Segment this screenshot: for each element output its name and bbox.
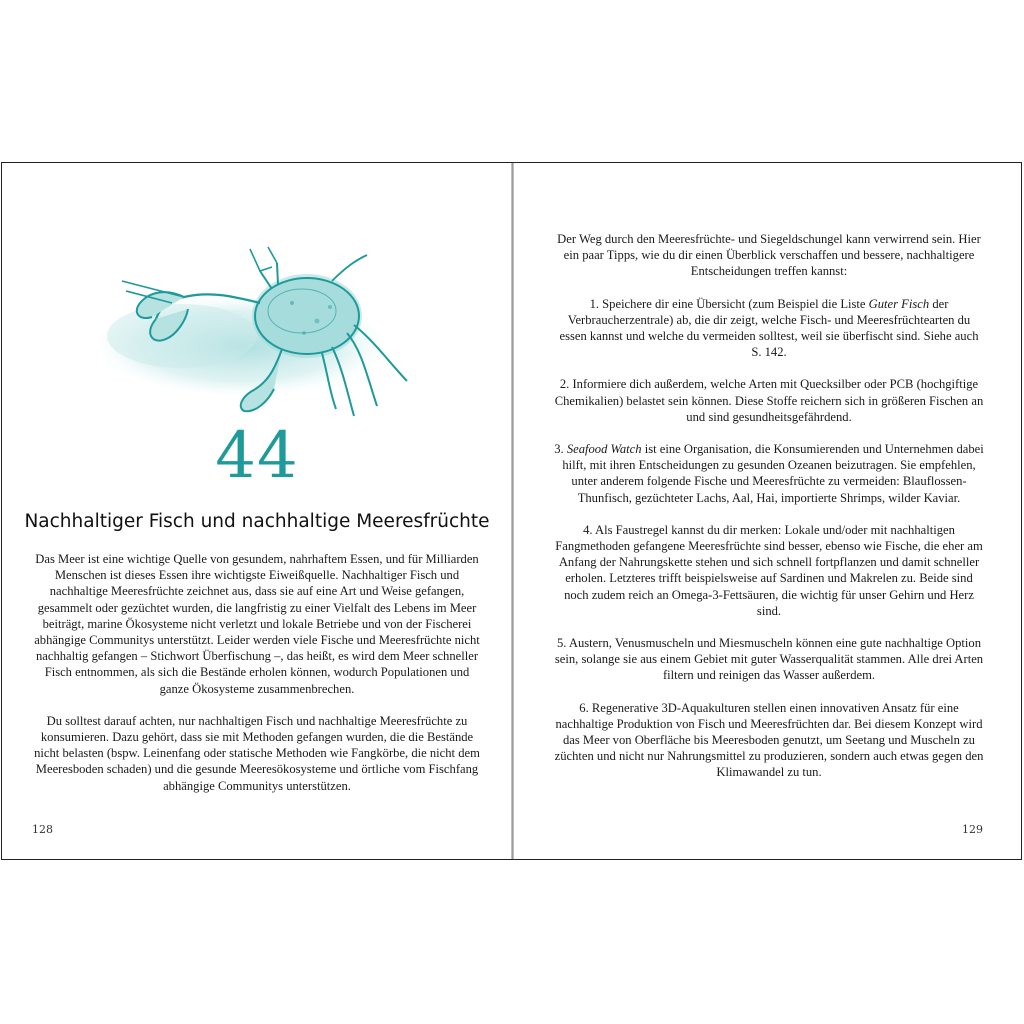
tip-item xyxy=(554,441,984,506)
right-body-text xyxy=(554,231,984,797)
left-body-text xyxy=(32,551,482,810)
body-paragraph: Das Meer ist eine wichtige Quelle von gesundem, nahrhaftem Essen, und für Milliarden Menschen ist dieses Essen ihre wichtigste Eiweißquelle. Nachhaltiger Fisch und nachhaltige Meeresfrüchte zeichnet aus, dass sie auf eine Art und Weise gefangen, gesammelt oder gezüchtet wurden, die langfristig zu einer Vielfalt des Lebens im Meer beiträgt, marine Ökosysteme nicht verletzt und lokale Betriebe und von der Fischerei abhängige Communitys unterstützt. Leider werden viele Fische und Meeresfrüchte nicht nachhaltig gefangen – Stichwort Überfischung –, das heißt, es wird dem Meer schneller Fisch entnommen, als sich die Bestände erholen können, wodurch Populationen und ganze Ökosysteme zusammenbrechen. xyxy=(34,552,480,696)
left-page xyxy=(2,163,512,859)
tip-text: der Verbraucherzentrale) ab, die dir zeigt, welche Fisch- und Meeresfrüchtearten du essen kannst und welche du vermeiden solltest, weil sie überfischt sind. Siehe auch S. 142. xyxy=(559,296,979,360)
body-paragraph: Du solltest darauf achten, nur nachhaltigen Fisch und nachhaltige Meeresfrüchte zu konsumieren. Dazu gehört, dass sie mit Methoden gefangen wurden, die die Bestände nicht belasten (bspw. Leinenfang oder statische Methoden wie Fangkörbe, die nicht dem Meeresboden schaden) und die gesunde Meeresökosysteme und örtliche vom Fischfang abhängige Communitys unterstützen. xyxy=(34,713,480,793)
tip-text: 6. Regenerative 3D-Aquakulturen stellen einen innovativen Ansatz für eine nachhaltige Produktion von Fisch und Meeresfrüchten dar. Bei diesem Konzept wird das Meer von Oberfläche bis Meeresboden genutzt, um Seetang und Muscheln zu züchten und nicht nur Nahrungsmittel zu produzieren, sondern auch etwas gegen den Klimawandel zu tun. xyxy=(554,700,984,780)
tip-item xyxy=(554,296,984,361)
tip-item xyxy=(554,522,984,619)
right-page xyxy=(512,163,1023,859)
page-number-right: 129 xyxy=(962,823,983,836)
crab-illustration-icon xyxy=(92,241,422,421)
tip-item xyxy=(554,635,984,684)
chapter-number: 44 xyxy=(215,419,299,493)
book-spread xyxy=(1,162,1022,860)
tips-intro: Der Weg durch den Meeresfrüchte- und Siegeldschungel kann verwirrend sein. Hier ein paar Tipps, wie du dir einen Überblick verschaffen und bessere, nachhaltigere Entscheidungen treffen kannst: xyxy=(557,232,981,279)
tip-text: 3. xyxy=(554,442,567,457)
tip-item xyxy=(554,376,984,425)
page-number-left: 128 xyxy=(32,823,53,836)
tip-text: 2. Informiere dich außerdem, welche Arten mit Quecksilber oder PCB (hochgiftige Chemikalien) belastet sein können. Diese Stoffe reichern sich in größeren Fischen an und sind gesundheitsgefährdend. xyxy=(554,377,984,424)
tip-text: ist eine Organisation, die Konsumierenden und Unternehmen dabei hilft, mit ihren Entscheidungen zu gesunden Ozeanen beizutragen. Sie empfehlen, unter anderem folgende Fische und Meeresfrüchte zu vermeiden: Blauflossen-Thunfisch, gezüchteter Lachs, Aal, Hai, importierte Shrimps, wilder Kaviar. xyxy=(562,442,984,505)
chapter-title: Nachhaltiger Fisch und nachhaltige Meeresfrüchte xyxy=(24,511,490,532)
tip-text: 5. Austern, Venusmuscheln und Miesmuscheln können eine gute nachhaltige Option sein, solange sie aus einem Gebiet mit guter Wasserqualität stammen. Alle drei Arten filtern und reinigen das Wasser außerdem. xyxy=(554,636,984,683)
tip-emphasis: Seafood Watch xyxy=(566,442,642,457)
tip-text: 4. Als Faustregel kannst du dir merken: Lokale und/oder mit nachhaltigen Fangmethoden gefangene Meeresfrüchte sind besser, ebenso wie Fische, die eher am Anfang der Nahrungskette stehen und sich schnell fortpflanzen und damit schneller erholen. Letzteres trifft beispielsweise auf Sardinen und Makrelen zu. Beide sind noch zudem reich an Omega-3-Fettsäuren, die wichtig für unser Gehirn und Herz sind. xyxy=(555,522,983,618)
tip-text: 1. Speichere dir eine Übersicht (zum Beispiel die Liste xyxy=(589,296,869,311)
tip-emphasis: Guter Fisch xyxy=(868,296,930,311)
tip-item xyxy=(554,700,984,781)
